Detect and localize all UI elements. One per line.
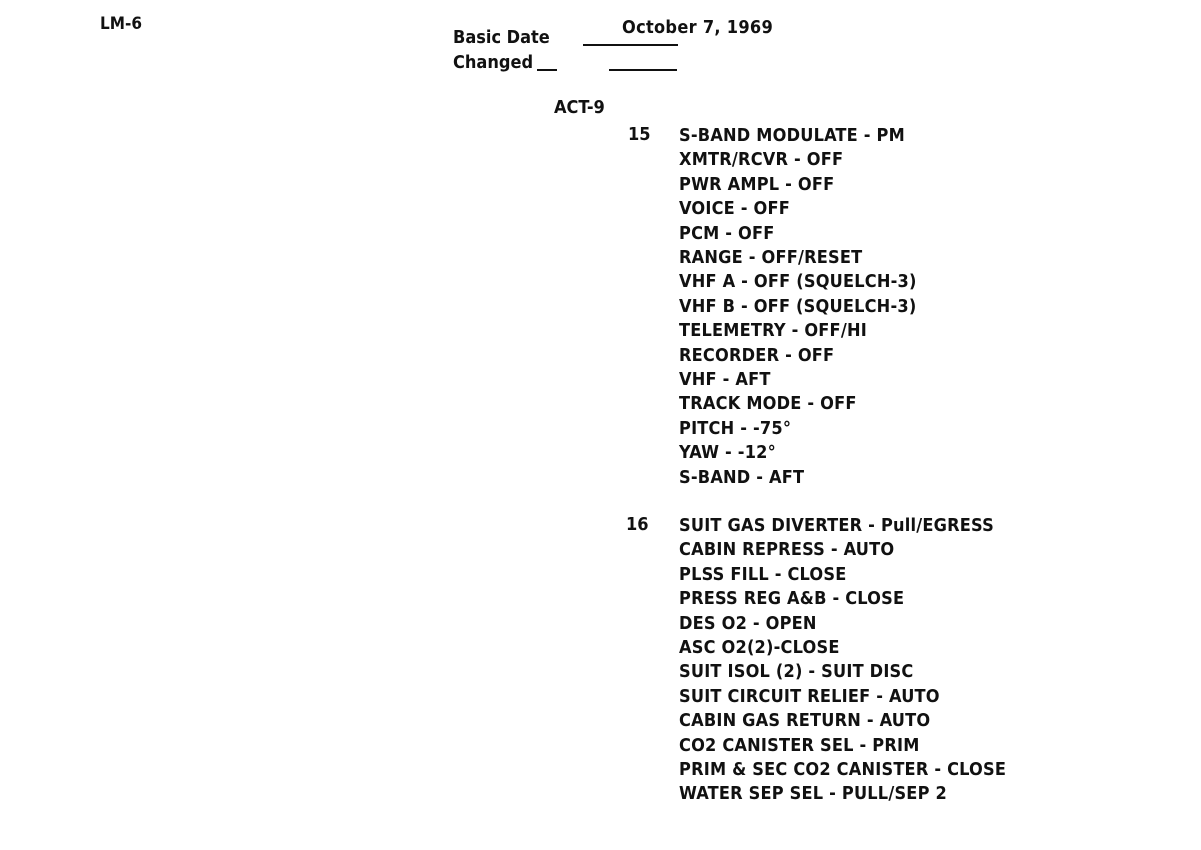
step-15-checklist xyxy=(679,124,917,490)
checklist-item: VHF - AFT xyxy=(679,369,771,391)
checklist-item: VHF A - OFF (SQUELCH-3) xyxy=(679,271,917,293)
checklist-item: CO2 CANISTER SEL - PRIM xyxy=(679,734,920,756)
step-number-16: 16 xyxy=(626,514,649,535)
checklist-item: CABIN GAS RETURN - AUTO xyxy=(679,710,931,732)
checklist-item: PITCH - -75° xyxy=(679,417,792,439)
changed-fill-line-short xyxy=(537,69,557,71)
step-16-checklist xyxy=(679,514,1006,807)
checklist-item: WATER SEP SEL - PULL/SEP 2 xyxy=(679,783,947,805)
changed-label: Changed xyxy=(453,52,534,73)
checklist-item: SUIT CIRCUIT RELIEF - AUTO xyxy=(679,685,940,707)
checklist-item: DES O2 - OPEN xyxy=(679,612,817,634)
checklist-item: SUIT ISOL (2) - SUIT DISC xyxy=(679,661,914,683)
checklist-item: SUIT GAS DIVERTER - Pull/EGRESS xyxy=(679,515,994,536)
checklist-item: PCM - OFF xyxy=(679,222,775,244)
checklist-item: PRESS REG A&B - CLOSE xyxy=(679,588,905,610)
section-label: ACT-9 xyxy=(554,97,605,118)
checklist-item: S-BAND MODULATE - PM xyxy=(679,125,905,146)
basic-date-value: October 7, 1969 xyxy=(622,17,774,38)
checklist-item: CABIN REPRESS - AUTO xyxy=(679,539,895,561)
document-id: LM-6 xyxy=(100,14,142,34)
changed-fill-line-long xyxy=(609,69,677,71)
checklist-item: RANGE - OFF/RESET xyxy=(679,247,863,269)
checklist-item: PLSS FILL - CLOSE xyxy=(679,563,847,585)
checklist-item: ASC O2(2)-CLOSE xyxy=(679,637,840,659)
basic-date-label: Basic Date xyxy=(453,27,550,48)
checklist-item: VOICE - OFF xyxy=(679,198,791,220)
checklist-item: RECORDER - OFF xyxy=(679,344,835,366)
checklist-item: S-BAND - AFT xyxy=(679,466,805,488)
checklist-item: TRACK MODE - OFF xyxy=(679,393,857,415)
checklist-item: TELEMETRY - OFF/HI xyxy=(679,320,867,342)
checklist-item: VHF B - OFF (SQUELCH-3) xyxy=(679,295,917,317)
basic-date-fill-line xyxy=(583,44,678,46)
checklist-item: YAW - -12° xyxy=(679,442,776,464)
checklist-item: PWR AMPL - OFF xyxy=(679,173,835,195)
step-number-15: 15 xyxy=(628,124,651,145)
checklist-item: PRIM & SEC CO2 CANISTER - CLOSE xyxy=(679,759,1007,781)
checklist-item: XMTR/RCVR - OFF xyxy=(679,149,844,171)
